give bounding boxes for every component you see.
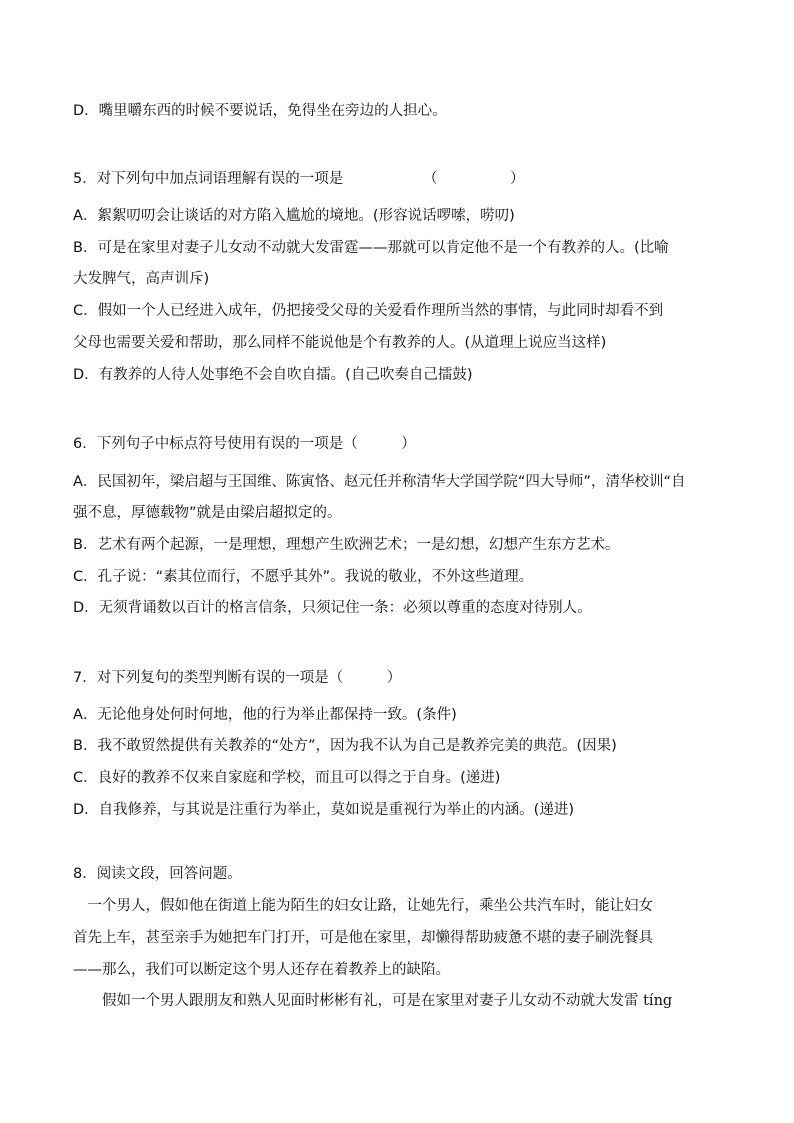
passage-line-1: 一个男人，假如他在街道上能为陌生的妇女让路，让她先行，乘坐公共汽车时，能让妇女 xyxy=(73,898,653,914)
q7-option-b: B．我不敢贸然提供有关教养的“处方”，因为我不认为自己是教养完美的典范。(因果) xyxy=(73,738,617,754)
q6-option-a-line2: 强不息，厚德载物”就是由梁启超拟定的。 xyxy=(73,505,342,521)
q6-option-c: C．孔子说：“素其位而行，不愿乎其外”。我说的敬业，不外这些道理。 xyxy=(73,569,534,585)
q5-option-c-line2: 父母也需要关爱和帮助，那么同样不能说他是个有教养的人。(从道理上说应当这样) xyxy=(73,335,607,351)
passage-line-3: ——那么，我们可以断定这个男人还存在着教养上的缺陷。 xyxy=(73,962,450,978)
q7-option-a: A．无论他身处何时何地，他的行为举止都保持一致。(条件) xyxy=(73,707,457,723)
q5-option-a: A．絮絮叨叨会让谈话的对方陷入尴尬的境地。(形容说话啰嗦，唠叨) xyxy=(73,208,515,224)
q7-option-c: C．良好的教养不仅来自家庭和学校，而且可以得之于自身。(递进) xyxy=(73,770,501,786)
q5-option-c-line1: C．假如一个人已经进入成年，仍把接受父母的关爱看作理所当然的事情，与此同时却看不到 xyxy=(73,303,664,319)
q7-stem: 7．对下列复句的类型判断有误的一项是（ ） xyxy=(73,670,402,686)
q5-option-b-line1: B．可是在家里对妻子儿女动不动就大发雷霆——那就可以肯定他不是一个有教养的人。(比喻 xyxy=(73,240,669,256)
q4-option-d: D．嘴里嚼东西的时候不要说话，免得坐在旁边的人担心。 xyxy=(73,103,447,119)
q8-stem: 8．阅读文段，回答问题。 xyxy=(73,866,242,882)
q6-option-d: D．无须背诵数以百计的格言信条，只须记住一条：必须以尊重的态度对待别人。 xyxy=(73,600,592,616)
passage-line-2: 首先上车，甚至亲手为她把车门打开，可是他在家里，却懒得帮助疲惫不堪的妻子刷洗餐具 xyxy=(73,930,653,946)
q5-stem: 5．对下列句中加点词语理解有误的一项是 （ ） xyxy=(73,171,525,187)
passage-line-4: 假如一个男人跟朋友和熟人见面时彬彬有礼，可是在家里对妻子儿女动不动就大发雷 tíng xyxy=(73,993,673,1009)
q6-option-b: B．艺术有两个起源，一是理想，理想产生欧洲艺术；一是幻想，幻想产生东方艺术。 xyxy=(73,537,620,553)
q6-stem: 6．下列句子中标点符号使用有误的一项是（ ） xyxy=(73,436,416,452)
q5-option-b-line2: 大发脾气，高声训斥) xyxy=(73,271,210,287)
q6-option-a-line1: A．民国初年，梁启超与王国维、陈寅恪、赵元任并称清华大学国学院“四大导师”，清华校训“自 xyxy=(73,474,686,490)
q5-option-d: D．有教养的人待人处事绝不会自吹自擂。(自己吹奏自己擂鼓) xyxy=(73,367,473,383)
q7-option-d: D．自我修养，与其说是注重行为举止，莫如说是重视行为举止的内涵。(递进) xyxy=(73,802,574,818)
